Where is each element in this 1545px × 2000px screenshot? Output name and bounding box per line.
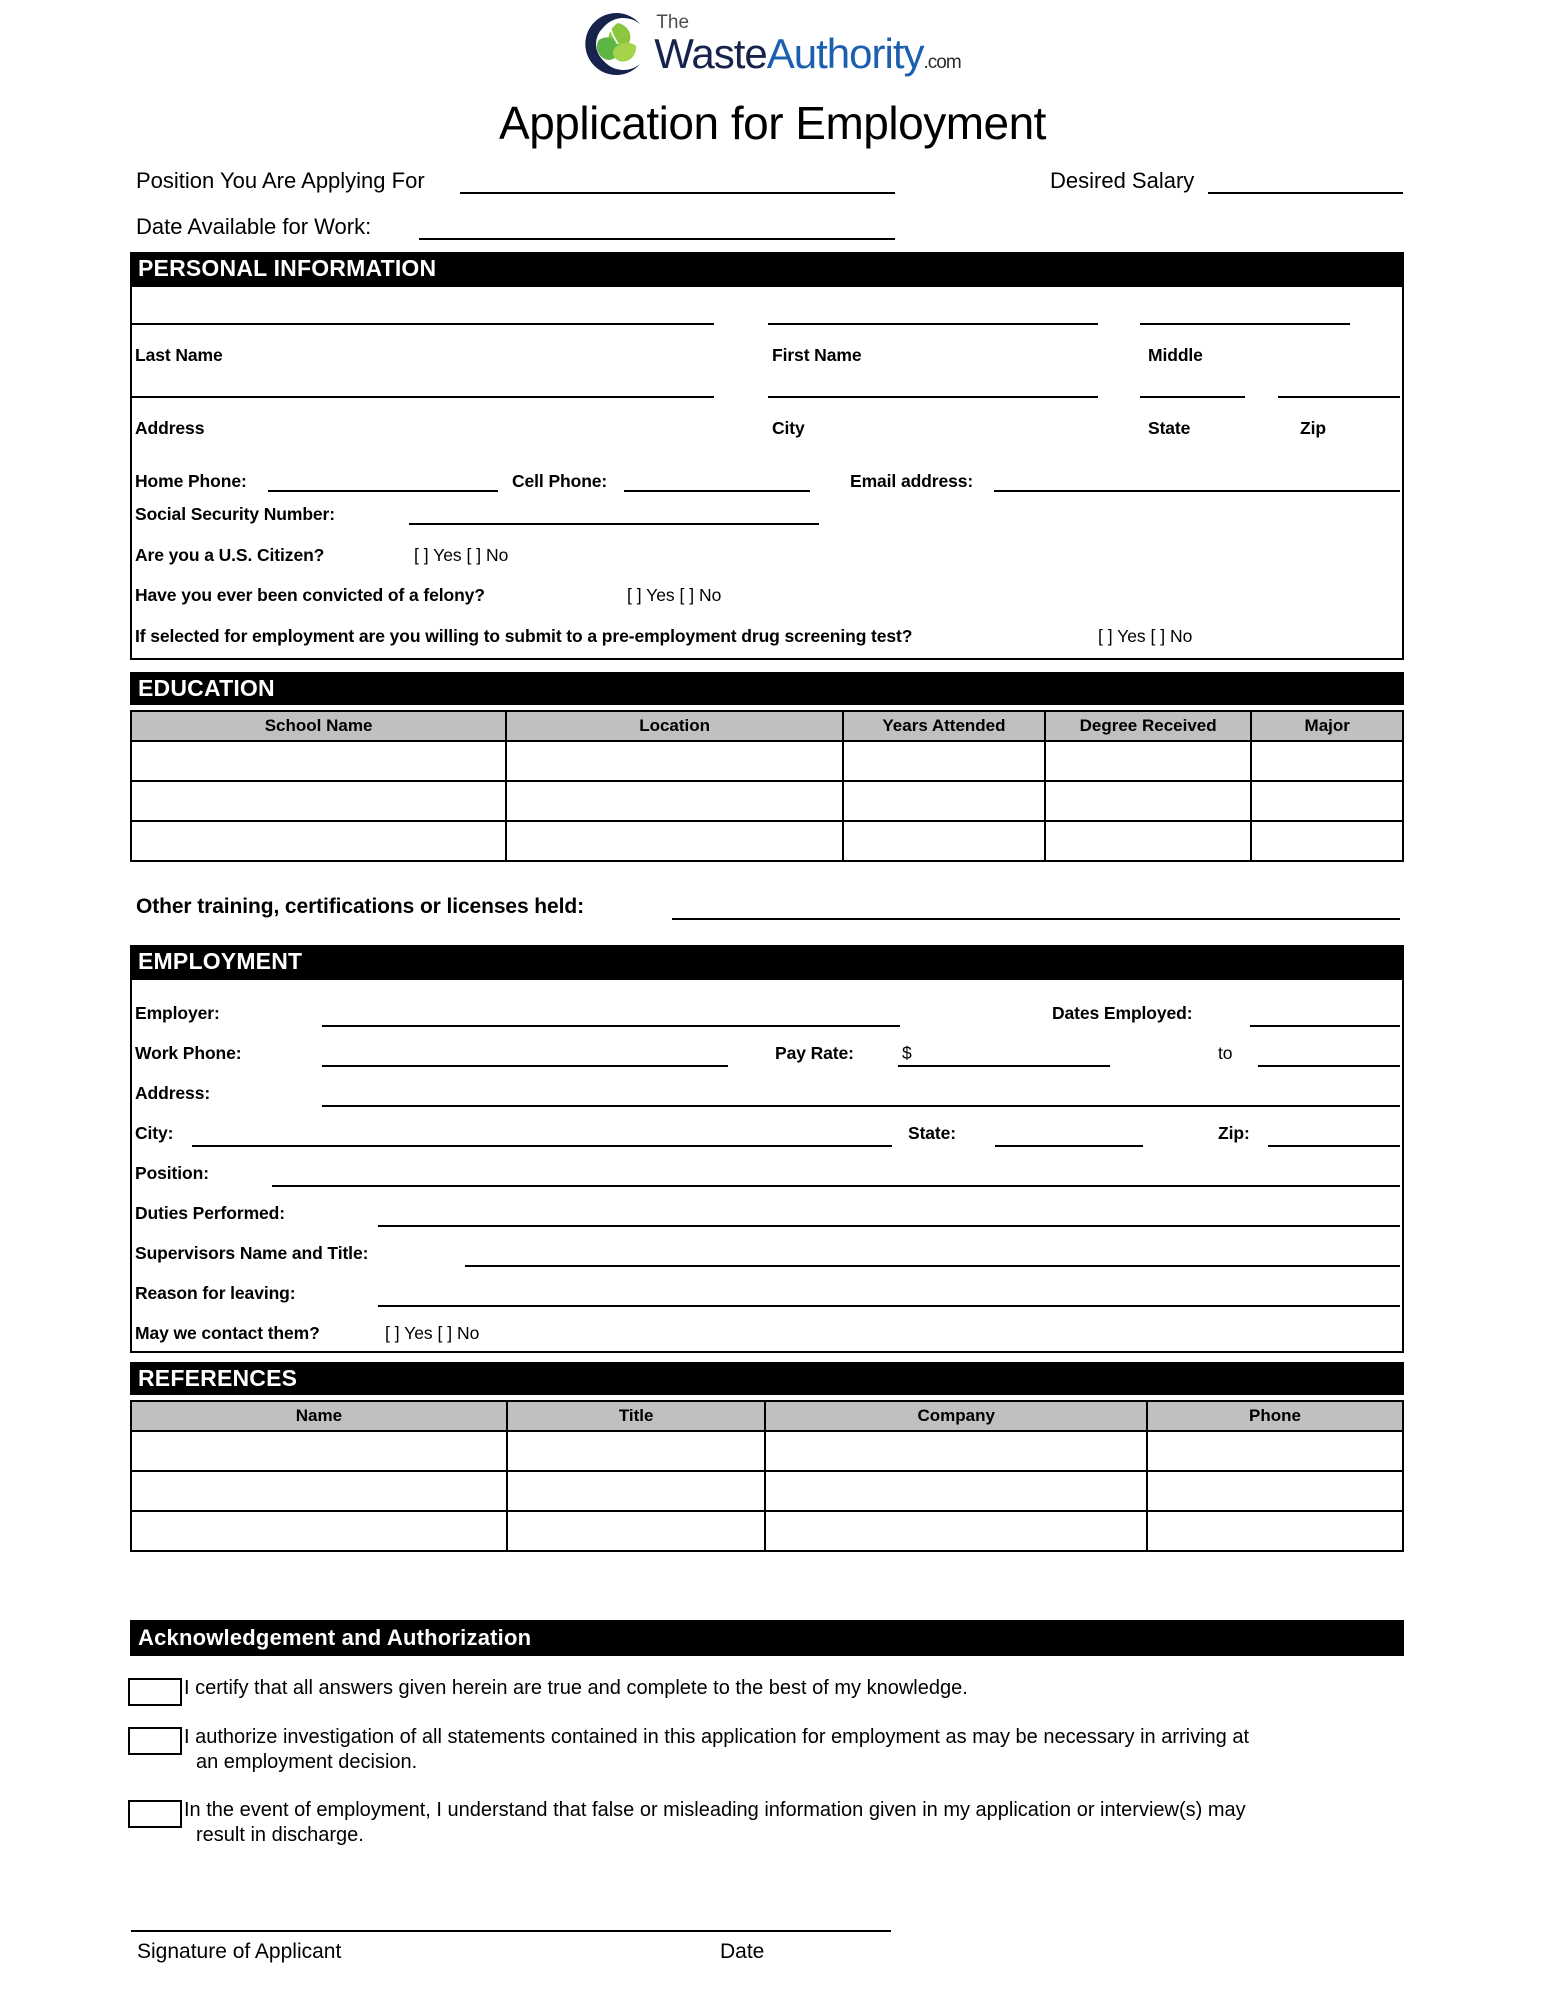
acknowledgement-checkbox-2[interactable] <box>128 1727 182 1755</box>
references-table-row-cell[interactable] <box>1147 1471 1403 1511</box>
references-table-row-cell[interactable] <box>765 1511 1147 1551</box>
section-header-employment <box>130 945 1404 978</box>
reason-for-leaving-label: Reason for leaving: <box>135 1283 296 1303</box>
position-applying-input[interactable] <box>460 192 895 194</box>
email-label: Email address: <box>850 471 974 491</box>
section-header-education <box>130 672 1404 705</box>
drug-screening-question: If selected for employment are you willing to submit to a pre-employment drug screening test? <box>135 626 913 646</box>
work-phone-label: Work Phone: <box>135 1043 242 1063</box>
references-table-row-cell[interactable] <box>1147 1511 1403 1551</box>
employer-label: Employer: <box>135 1003 220 1023</box>
acknowledgement-checkbox-1[interactable] <box>128 1678 182 1706</box>
acknowledgement-text-3 <box>184 1798 1246 1848</box>
zip-label: Zip <box>1300 418 1326 438</box>
first-name-input[interactable] <box>768 323 1098 325</box>
references-table-row-cell[interactable] <box>507 1471 766 1511</box>
employment-position-input[interactable] <box>272 1185 1400 1187</box>
education-table-row-cell[interactable] <box>506 741 843 781</box>
signature-line[interactable] <box>131 1930 891 1932</box>
logo-leaf-icon <box>584 10 652 78</box>
references-table <box>130 1400 1404 1552</box>
brand-logo <box>0 10 1545 78</box>
employment-address-input[interactable] <box>322 1105 1400 1107</box>
dates-employed-label: Dates Employed: <box>1052 1003 1193 1023</box>
references-table-row <box>131 1511 1403 1551</box>
education-table-row-cell[interactable] <box>843 821 1045 861</box>
references-table-row-cell[interactable] <box>131 1471 507 1511</box>
education-col-school-name: School Name <box>131 711 506 741</box>
section-header-acknowledgement <box>130 1620 1404 1656</box>
education-table-row-cell[interactable] <box>1045 741 1252 781</box>
section-header-personal-information <box>130 252 1404 285</box>
section-title-text: Acknowledgement and Authorization <box>138 1625 532 1650</box>
acknowledgement-text-2-line1: I authorize investigation of all statements contained in this application for employment as may be necessary in arriving at <box>184 1726 1249 1748</box>
references-col-company: Company <box>765 1401 1147 1431</box>
education-table-row-cell[interactable] <box>131 821 506 861</box>
education-table-header-row <box>131 711 1403 741</box>
reason-for-leaving-input[interactable] <box>378 1305 1400 1307</box>
education-table-row-cell[interactable] <box>506 821 843 861</box>
logo-wordmark <box>654 30 961 77</box>
education-table-row-cell[interactable] <box>1045 821 1252 861</box>
email-input[interactable] <box>994 490 1400 492</box>
date-available-label: Date Available for Work: <box>136 214 372 239</box>
dates-employed-to-input[interactable] <box>1258 1065 1400 1067</box>
duties-performed-input[interactable] <box>378 1225 1400 1227</box>
home-phone-input[interactable] <box>268 490 498 492</box>
pay-rate-currency-symbol: $ <box>902 1043 912 1063</box>
employer-input[interactable] <box>322 1025 900 1027</box>
section-title-text: REFERENCES <box>138 1365 298 1391</box>
education-table-row-cell[interactable] <box>131 741 506 781</box>
references-table-header-row <box>131 1401 1403 1431</box>
state-label: State <box>1148 418 1191 438</box>
education-table-row-cell[interactable] <box>1251 781 1403 821</box>
section-title-text: EDUCATION <box>138 675 275 701</box>
education-table-row-cell[interactable] <box>131 781 506 821</box>
pay-rate-label: Pay Rate: <box>775 1043 854 1063</box>
employment-city-label: City: <box>135 1123 174 1143</box>
acknowledgement-text-3-line1: In the event of employment, I understand that false or misleading information given in my application or interview(s) may <box>184 1799 1246 1821</box>
employment-state-label: State: <box>908 1123 957 1143</box>
cell-phone-label: Cell Phone: <box>512 471 608 491</box>
middle-name-label: Middle <box>1148 345 1203 365</box>
references-col-title: Title <box>507 1401 766 1431</box>
first-name-label: First Name <box>772 345 862 365</box>
education-table <box>130 710 1404 862</box>
other-training-label: Other training, certifications or licenses held: <box>136 895 584 918</box>
education-col-location: Location <box>506 711 843 741</box>
employment-position-label: Position: <box>135 1163 209 1183</box>
page-title: Application for Employment <box>499 97 1046 149</box>
references-table-row <box>131 1431 1403 1471</box>
acknowledgement-text-2 <box>184 1725 1249 1775</box>
education-table-row <box>131 741 1403 781</box>
logo-the-text: The <box>656 12 690 33</box>
date-available-input[interactable] <box>419 238 895 240</box>
acknowledgement-item-3 <box>128 1800 1408 1848</box>
acknowledgement-text-1-line1: I certify that all answers given herein are true and complete to the best of my knowledge. <box>184 1677 968 1699</box>
section-title-text: EMPLOYMENT <box>138 948 303 974</box>
references-table-row-cell[interactable] <box>507 1431 766 1471</box>
logo-com-text: .com <box>923 52 961 73</box>
acknowledgement-item-1 <box>128 1678 1408 1706</box>
references-col-phone: Phone <box>1147 1401 1403 1431</box>
education-col-major: Major <box>1251 711 1403 741</box>
desired-salary-input[interactable] <box>1208 192 1403 194</box>
employment-zip-label: Zip: <box>1218 1123 1250 1143</box>
signature-applicant-label: Signature of Applicant <box>137 1940 342 1963</box>
state-input[interactable] <box>1140 396 1245 398</box>
supervisor-name-title-input[interactable] <box>465 1265 1400 1267</box>
references-table-row-cell[interactable] <box>765 1431 1147 1471</box>
education-table-row-cell[interactable] <box>1251 821 1403 861</box>
education-table-row-cell[interactable] <box>1045 781 1252 821</box>
acknowledgement-checkbox-3[interactable] <box>128 1800 182 1828</box>
references-table-row-cell[interactable] <box>1147 1431 1403 1471</box>
employment-state-input[interactable] <box>995 1145 1143 1147</box>
dates-employed-from-input[interactable] <box>1250 1025 1400 1027</box>
acknowledgement-text-1 <box>184 1676 968 1701</box>
education-col-degree-received: Degree Received <box>1045 711 1252 741</box>
work-phone-input[interactable] <box>322 1065 728 1067</box>
section-header-references <box>130 1362 1404 1395</box>
supervisor-name-title-label: Supervisors Name and Title: <box>135 1243 369 1263</box>
education-table-row <box>131 781 1403 821</box>
references-table-row-cell[interactable] <box>131 1511 507 1551</box>
felony-question: Have you ever been convicted of a felony? <box>135 585 485 605</box>
signature-date-label: Date <box>720 1940 765 1963</box>
cell-phone-input[interactable] <box>624 490 810 492</box>
position-applying-label: Position You Are Applying For <box>136 168 425 193</box>
address-label: Address <box>135 418 205 438</box>
middle-name-input[interactable] <box>1140 323 1350 325</box>
logo-waste-text: Waste <box>654 30 767 77</box>
last-name-input[interactable] <box>132 323 714 325</box>
section-title-text: PERSONAL INFORMATION <box>138 255 437 281</box>
education-col-years-attended: Years Attended <box>843 711 1045 741</box>
address-input[interactable] <box>132 396 714 398</box>
may-contact-yes-no-checkboxes[interactable]: [ ] Yes [ ] No <box>385 1323 480 1343</box>
dates-employed-to-label: to <box>1218 1043 1233 1063</box>
felony-yes-no-checkboxes[interactable]: [ ] Yes [ ] No <box>627 585 722 605</box>
employment-box <box>130 978 1404 1353</box>
city-label: City <box>772 418 805 438</box>
desired-salary-label: Desired Salary <box>1050 168 1195 193</box>
logo-authority-text: Authority <box>766 30 924 77</box>
acknowledgement-item-2 <box>128 1727 1408 1775</box>
acknowledgement-text-2-line2: an employment decision. <box>196 1751 418 1773</box>
education-table-row-cell[interactable] <box>843 781 1045 821</box>
drug-screening-yes-no-checkboxes[interactable]: [ ] Yes [ ] No <box>1098 626 1193 646</box>
ssn-label: Social Security Number: <box>135 504 335 524</box>
duties-performed-label: Duties Performed: <box>135 1203 285 1223</box>
may-contact-question: May we contact them? <box>135 1323 320 1343</box>
other-training-input[interactable] <box>672 918 1400 920</box>
references-table-row-cell[interactable] <box>131 1431 507 1471</box>
acknowledgement-text-3-line2: result in discharge. <box>196 1824 364 1846</box>
us-citizen-yes-no-checkboxes[interactable]: [ ] Yes [ ] No <box>414 545 509 565</box>
city-input[interactable] <box>768 396 1098 398</box>
references-col-name: Name <box>131 1401 507 1431</box>
references-table-row <box>131 1471 1403 1511</box>
home-phone-label: Home Phone: <box>135 471 247 491</box>
education-table-row <box>131 821 1403 861</box>
employment-address-label: Address: <box>135 1083 211 1103</box>
education-table-row-cell[interactable] <box>843 741 1045 781</box>
us-citizen-question: Are you a U.S. Citizen? <box>135 545 325 565</box>
zip-input[interactable] <box>1278 396 1400 398</box>
employment-city-input[interactable] <box>192 1145 892 1147</box>
last-name-label: Last Name <box>135 345 223 365</box>
references-table-row-cell[interactable] <box>765 1471 1147 1511</box>
references-table-row-cell[interactable] <box>507 1511 766 1551</box>
education-table-row-cell[interactable] <box>1251 741 1403 781</box>
pay-rate-input[interactable] <box>898 1065 1110 1067</box>
employment-zip-input[interactable] <box>1268 1145 1400 1147</box>
ssn-input[interactable] <box>409 523 819 525</box>
education-table-row-cell[interactable] <box>506 781 843 821</box>
